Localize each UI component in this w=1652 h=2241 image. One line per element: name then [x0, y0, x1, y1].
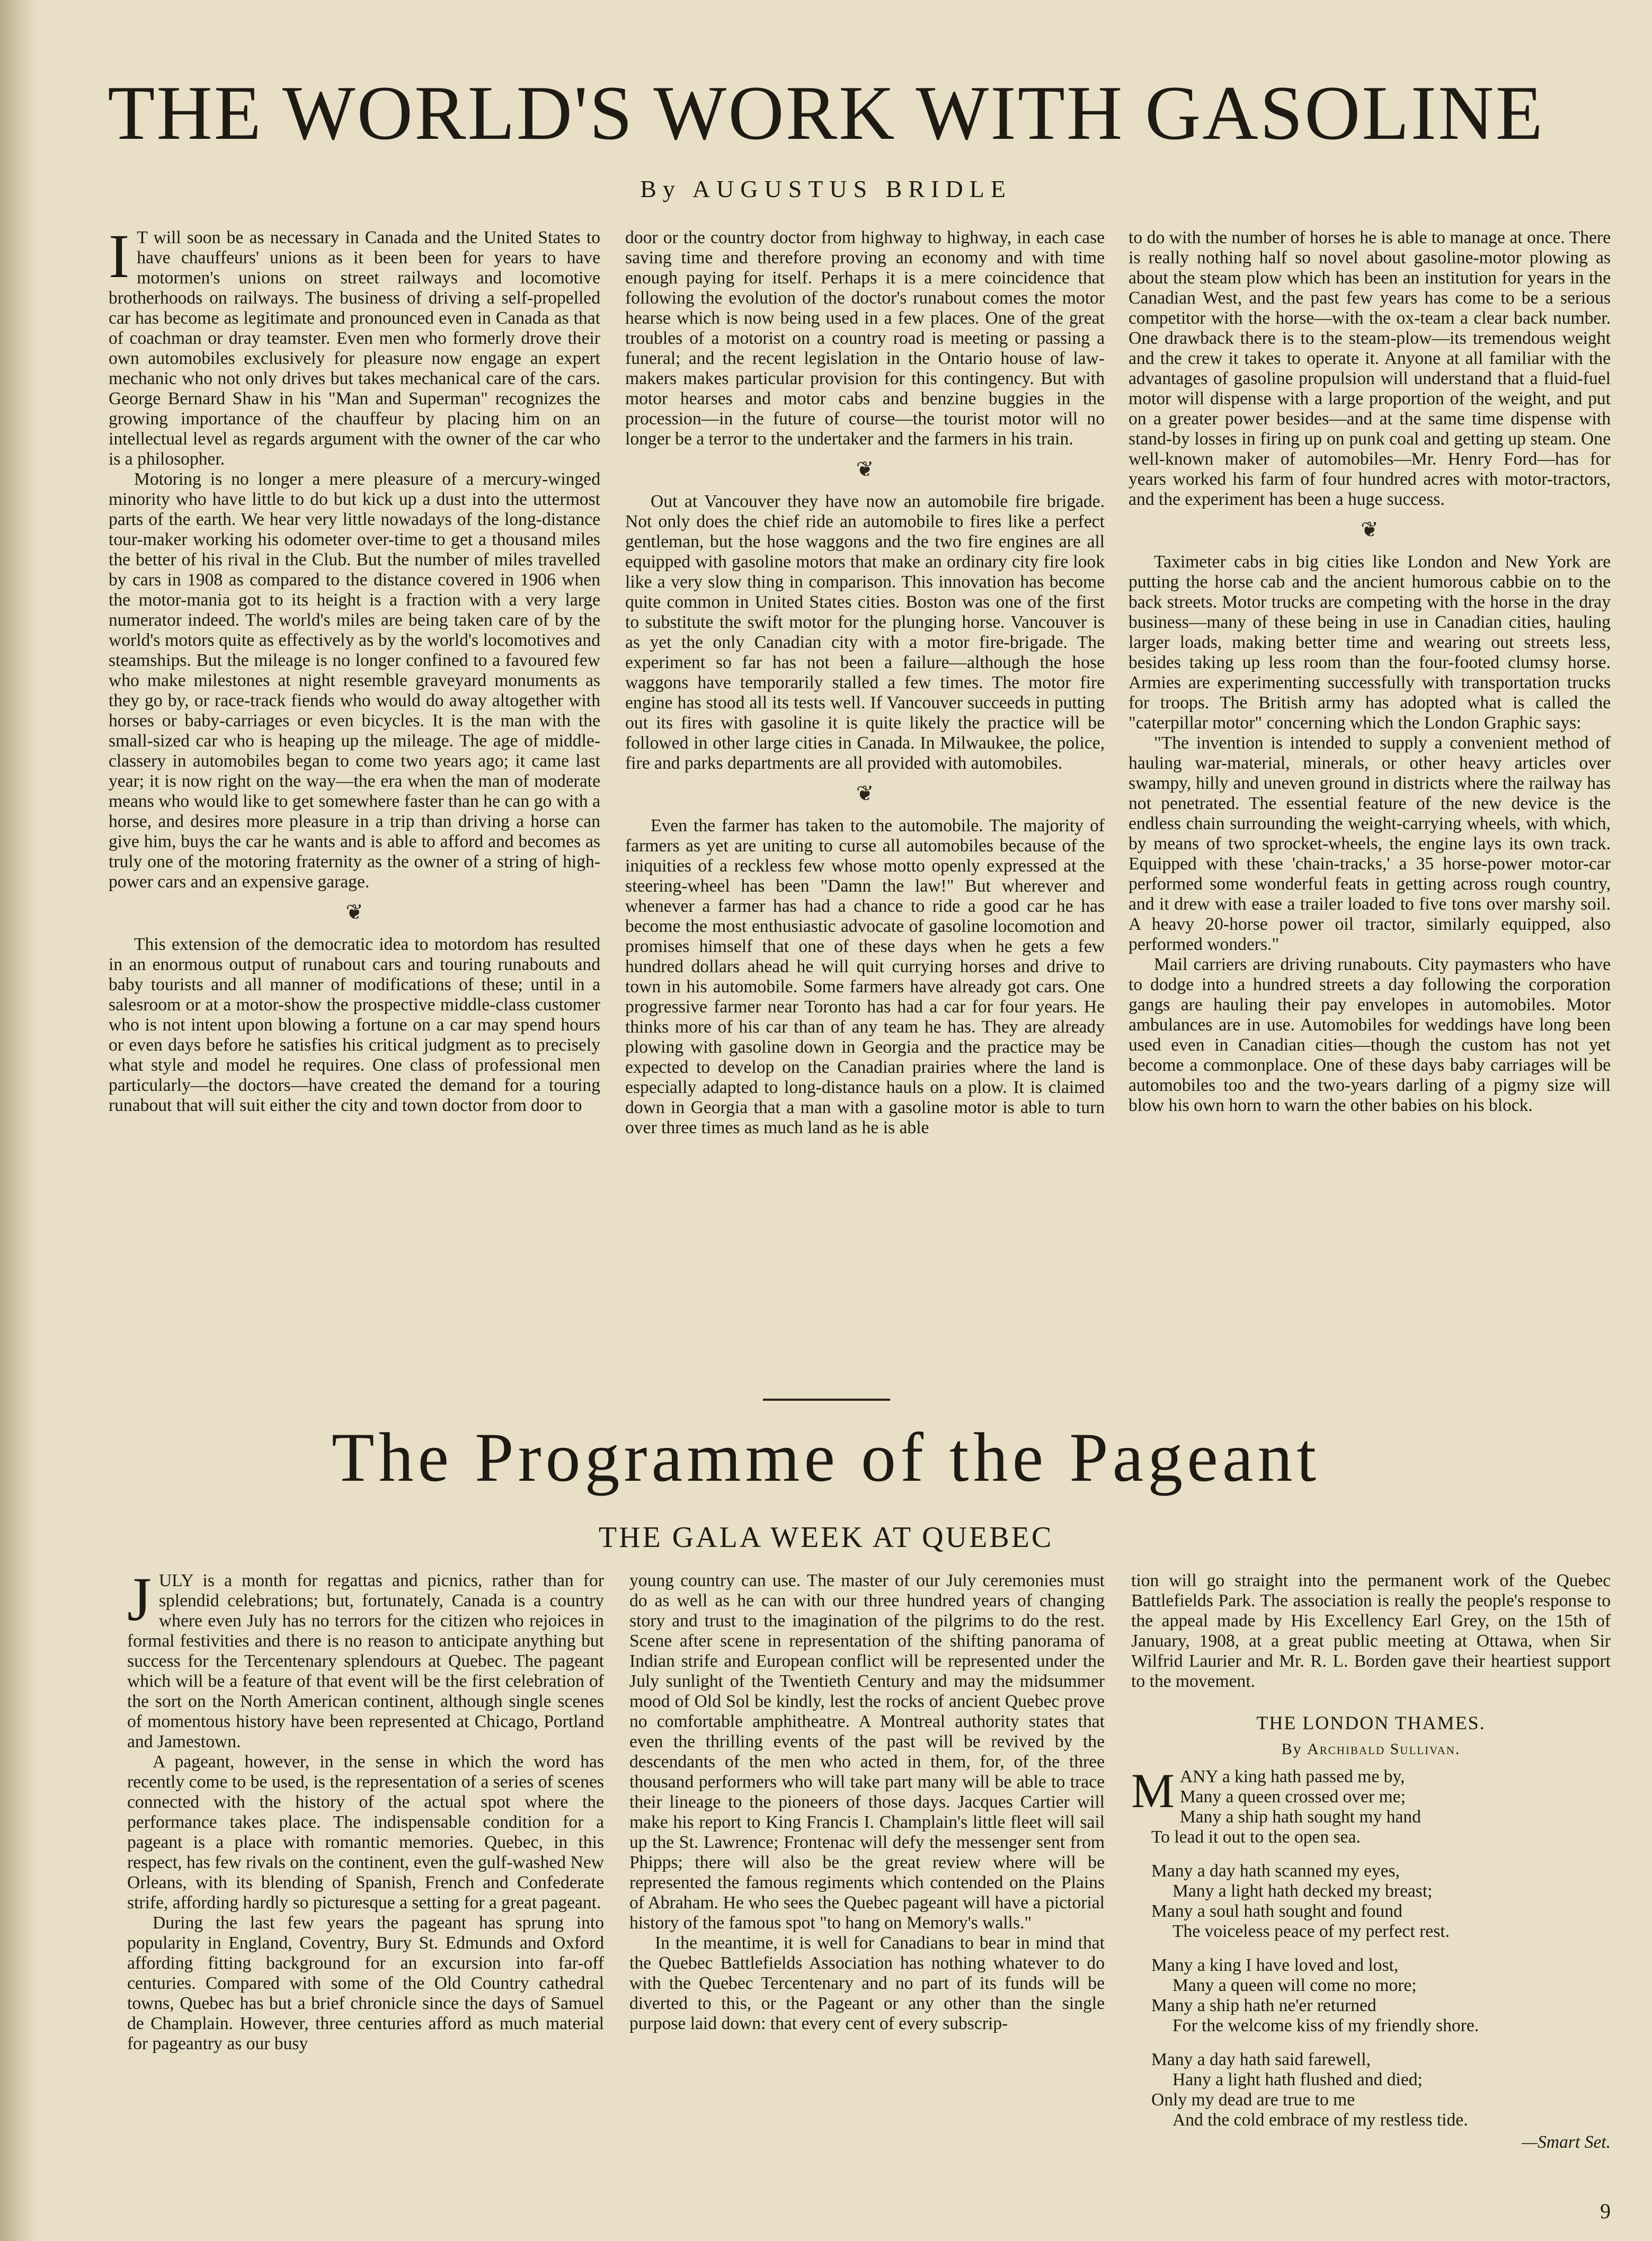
paragraph: This extension of the democratic idea to motordom has resulted in an enormous output of runabout cars and touring runabouts and baby tourists and all manner of modifications of these; until in a salesroom or at a motor-show the prospective middle-class customer who is not intent upon blowing a fortune on a car may spend hours or even days before he satisfies his critical judgment as to precisely what style and model he requires. One class of professional men particularly—the doctors—have created the demand for a touring runabout that will suit either the city and town doctor from door to [109, 935, 600, 1115]
paragraph: Out at Vancouver they have now an automobile fire brigade. Not only does the chief ride an automobile to fires like a perfect gentleman, but the hose waggons and the two fire engines are all equipped with gasoline motors that make an ordinary city fire look like a very slow thing in comparison. This innovation has become quite common in United States cities. Boston was one of the first to substitute the swift motor for the plunging horse. Vancouver is as yet the only Canadian city with a motor fire-brigade. The experiment so far has not been a failure—although the hose waggons have temporarily stalled a few times. The motor fire engine has stood all its tests well. If Vancouver succeeds in putting out its fires with gasoline it is quite likely the practice will be followed in other large cities in Canada. In Milwaukee, the police, fire and parks departments are all provided with automobiles. [625, 492, 1105, 773]
fleuron-ornament: ❦ [1361, 518, 1379, 541]
poem-stanza: M ANY a king hath passed me by, Many a queen crossed over me; Many a ship hath sought my hand To lead it out to the open sea. [1131, 1764, 1421, 1847]
page-number: 9 [1600, 2199, 1611, 2223]
drop-cap: I [109, 221, 130, 291]
section-divider [763, 1399, 890, 1401]
paragraph: Even the farmer has taken to the automobile. The majority of farmers as yet are uniting to curse all automobiles because of the iniquities of a reckless few whose motto openly expressed at the steering-wheel has been "Damn the law!" But wherever and whenever a farmer has had a chance to ride a good car he has become the most enthusiastic advocate of gasoline locomotion and promises himself that one of these days when he gets a few hundred dollars ahead he will quit currying horses and drive to town in his automobile. Some farmers have already got cars. One progressive farmer near Toronto has had a car for four years. He thinks more of his car than of any team he has. They are already plowing with gasoline down in Georgia and the practice may be expected to develop on the Canadian prairies where the land is especially adapted to long-distance hauls on a plow. It is claimed down in Georgia that a man with a gasoline motor is able to turn over three times as much land as he is able [625, 816, 1105, 1137]
article-title: The Programme of the Pageant [331, 1418, 1321, 1496]
drop-cap: M [1131, 1764, 1175, 1818]
paragraph: JULY is a month for regattas and picnics, rather than for splendid celebrations; but, fortunately, Canada is a country where even July has no terrors for the citizen who rejoices in formal festivities and there is no reason to anticipate anything but success for the Tercentenary splendours at Quebec. The pageant which will be a feature of that event will be the first celebration of the sort on the North American continent, although single scenes of momentous history have been represented at Chicago, Portland and Jamestown. [127, 1564, 604, 1751]
poem [1131, 1713, 1611, 2153]
paragraph: "The invention is intended to supply a convenient method of hauling war-material, minerals, or other heavy articles over swampy, hilly and uneven ground in districts where the railway has not penetrated. The essential feature of the new device is the endless chain surrounding the weight-carrying wheels, with which, by means of two sprocket-wheels, the engine lays its own track. Equipped with these 'chain-tracks,' a 35 horse-power motor-car performed some wonderful feats in getting across rough country, and it drew with ease a trailer loaded to five tons over marshy soil. A heavy 20-horse power oil tractor, similarly equipped, also performed wonders." [1129, 733, 1611, 954]
paragraph: door or the country doctor from highway to highway, in each case saving time and therefore proving an economy and with time enough paying for itself. Perhaps it is a mere coincidence that following the evolution of the doctor's runabout comes the motor hearse which is now being used in a few places. One of the great troubles of a motorist on a country road is meeting or passing a funeral; and the recent legislation in the Ontario house of law-makers makes particular provision for this contingency. But with motor hearses and motor cabs and benzine buggies in the procession—in the future of course—the tourist motor will no longer be a terror to the undertaker and the farmers in his train. [625, 228, 1105, 449]
poem-stanza: Many a day hath said farewell, Hany a light hath flushed and died; Only my dead are true to me And the cold embrace of my restless tide. —Smart Set. [1131, 2050, 1611, 2153]
paragraph: tion will go straight into the permanent work of the Quebec Battlefields Park. The association is really the people's response to the appeal made by His Excellency Earl Grey, on the 15th of January, 1908, at a great public meeting at Ottawa, when Sir Wilfrid Laurier and Mr. R. L. Borden gave their heartiest support to the movement. [1131, 1571, 1611, 1691]
article1-column-2 [625, 228, 1105, 1138]
paragraph: In the meantime, it is well for Canadians to bear in mind that the Quebec Battlefields Association has nothing whatever to do with the Quebec Tercentenary and no part of its funds will be diverted to this, or the Pageant or any other than the single purpose laid down: that every cent of every subscrip- [629, 1933, 1105, 2033]
poem-credit: —Smart Set. [1522, 2132, 1611, 2152]
article2-column-2 [629, 1571, 1105, 2034]
paragraph: Motoring is no longer a mere pleasure of a mercury-winged minority who have little to do but kick up a dust into the uttermost parts of the earth. We hear very little nowadays of the long-distance tour-maker working his odometer over-time to get a thousand miles the better of his rival in the Club. But the number of miles travelled by cars in 1908 as compared to the distance covered in 1906 when the motor-mania got to its height is a fraction with a very large numerator indeed. The world's miles are being taken care of by the world's motors quite as effectively as by the world's locomotives and steamships. But the mileage is no longer confined to a favoured few who make milestones at night resemble graveyard monuments as they go by, or race-track fiends who would do away altogether with horses or baby-carriages or even bicycles. It is the man with the small-sized car who is heaping up the mileage. The age of middle-classery in automobiles began to come two years ago; it came last year; it is now right on the way—the era when the man of moderate means who would like to get somewhere faster than he can go with a horse, and desires more pleasure in a trip than driving a horse can give him, buys the car he wants and is able to afford and becomes as truly one of the motoring fraternity as the owner of a string of high-power cars and an expensive garage. [109, 469, 600, 892]
poem-author: By Archibald Sullivan. [1281, 1740, 1461, 1758]
poem-stanza: Many a king I have loved and lost, Many a queen will come no more; Many a ship hath ne'er returned For the welcome kiss of my friendly shore. [1151, 1955, 1479, 2035]
fleuron-ornament: ❦ [856, 781, 874, 805]
paragraph: young country can use. The master of our July ceremonies must do as well as he can with our three hundred years of changing story and trust to the imagination of the pilgrims to do the rest. Scene after scene in representation of the shifting panorama of Indian strife and European conflict will be represented under the July sunlight of the Twentieth Century and may the midsummer mood of Old Sol be kindly, lest the rocks of ancient Quebec prove no comfortable amphitheatre. A Montreal authority states that even the thrilling events of the past will be revived by the descendants of the men who acted in them, for, of the three thousand performers who will take part many will be able to trace their lineage to the pioneers of those days. Jacques Cartier will make his report to King Francis I. Champlain's little fleet will sail up the St. Lawrence; Frontenac will defy the messenger sent from Phipps; there will also be the great review where will be represented the famous regiments which contended on the Plains of Abraham. He who sees the Quebec pageant will have a pictorial history of the famous spot "to hang on Memory's walls." [629, 1571, 1105, 1933]
article2-column-1 [127, 1564, 604, 2054]
poem-stanza: Many a day hath scanned my eyes, Many a light hath decked my breast; Many a soul hath sought and found The voiceless peace of my perfect rest. [1151, 1861, 1450, 1941]
fleuron-ornament: ❦ [856, 457, 874, 481]
article-byline: By AUGUSTUS BRIDLE [640, 175, 1012, 202]
paragraph: A pageant, however, in the sense in which the word has recently come to be used, is the representation of a series of scenes connected with the history of the actual spot where the performance takes place. The indispensable condition for a pageant is a place with romantic memories. Quebec, in this respect, has few rivals on the continent, even the gulf-washed New Orleans, with its blending of Spanish, French and Confederate strife, affording hardly so picturesque a setting for a great pageant. [127, 1752, 604, 1913]
paragraph: During the last few years the pageant has sprung into popularity in England, Coventry, Bury St. Edmunds and Oxford affording fitting background for an excursion into far-off centuries. Compared with some of the Old Country cathedral towns, Quebec has but a brief chronicle since the days of Samuel de Champlain. However, three centuries afford as much material for pageantry as our busy [127, 1913, 604, 2053]
page-binding-shadow [0, 0, 37, 2241]
article-subtitle: THE GALA WEEK AT QUEBEC [598, 1521, 1054, 1554]
article1-column-1 [109, 221, 600, 1116]
article2-column-3 [1131, 1571, 1611, 2166]
paragraph: Mail carriers are driving runabouts. City paymasters who have to dodge into a hundred streets a day following the corporation gangs are hauling their pay envelopes in automobiles. Motor ambulances are in use. Automobiles for weddings have long been used even in Canadian cities—though the custom has not yet become a commonplace. One of these days baby carriages will be automobiles too and the two-years darling of a pigmy size will blow his own horn to warn the other babies on his block. [1129, 955, 1611, 1115]
drop-cap: J [127, 1564, 152, 1634]
paragraph: I T will soon be as necessary in Canada and the United States to have chauffeurs' unions as it been been for years to have motormen's unions on street railways and locomotive brotherhoods on railways. The business of driving a self-propelled car has become as legitimate and pronounced even in Canada as that of coachman or dray teamster. Even men who formerly drove their own automobiles exclusively for pleasure now engage an expert mechanic who not only drives but takes mechanical care of the cars. George Bernard Shaw in his "Man and Superman" recognizes the growing importance of the chauffeur by placing him on an intellectual level as regards argument with the owner of the car who is a philosopher. [109, 221, 600, 469]
paragraph: Taximeter cabs in big cities like London and New York are putting the horse cab and the ancient humorous cabbie on to the back streets. Motor trucks are competing with the horse in the dray business—many of these being in use in Canadian cities, hauling larger loads, making better time and wearing out streets less, besides taking up less room than the four-footed clumsy horse. Armies are experimenting successfully with transportation trucks for troops. The British army has adopted what is called the "caterpillar motor" concerning which the London Graphic says: [1129, 552, 1611, 733]
fleuron-ornament: ❦ [345, 900, 363, 924]
article1-column-3 [1129, 228, 1611, 1116]
poem-title: THE LONDON THAMES. [1256, 1712, 1486, 1733]
paragraph: to do with the number of horses he is able to manage at once. There is really nothing half so novel about gasoline-motor plowing as about the steam plow which has been an institution for years in the Canadian West, and the past few years has come to be a serious competitor with the horse—with the ox-team a clear back number. One drawback there is to the steam-plow—its tremendous weight and the crew it takes to operate it. Anyone at all familiar with the advantages of gasoline propulsion will understand that a fluid-fuel motor will dispense with a large proportion of the weight, and put on a greater power besides—and at the same time dispense with stand-by losses in firing up on punk coal and getting up steam. One well-known maker of automobiles—Mr. Henry Ford—has for years worked his farm of four hundred acres with motor-tractors, and the experiment has been a huge success. [1129, 228, 1611, 509]
article-title: THE WORLD'S WORK WITH GASOLINE [108, 70, 1544, 156]
